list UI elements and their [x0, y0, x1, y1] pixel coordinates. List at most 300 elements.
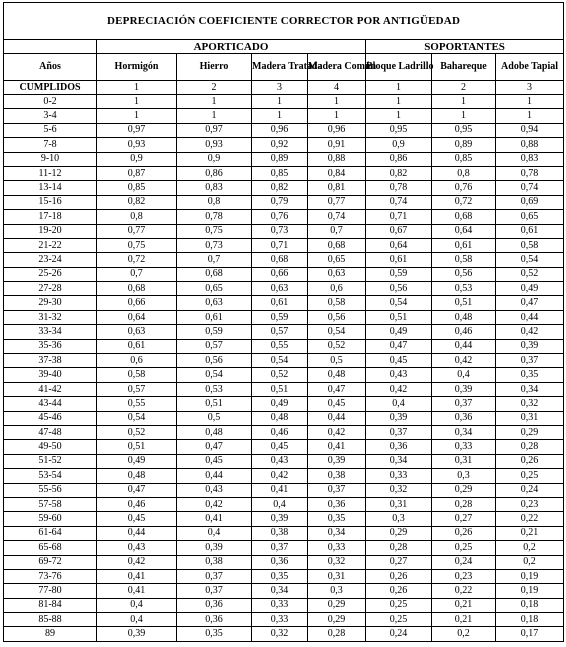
years-cell: 17-18: [4, 210, 97, 224]
coefficient-cell: 0,69: [496, 195, 564, 209]
coefficient-cell: 0,77: [308, 195, 366, 209]
coefficient-cell: 0,48: [177, 425, 252, 439]
coefficient-cell: 0,24: [366, 627, 432, 641]
years-cell: 5-6: [4, 123, 97, 137]
coefficient-cell: 0,21: [432, 613, 496, 627]
coefficient-cell: 0,82: [97, 195, 177, 209]
years-cell: 77-80: [4, 584, 97, 598]
column-header-bloque-ladrillo: Bloque Ladrillo: [366, 54, 432, 81]
coefficient-cell: 0,51: [432, 296, 496, 310]
group-header-blank: [4, 40, 97, 54]
coefficient-cell: 0,48: [252, 411, 308, 425]
coefficient-cell: 0,37: [252, 541, 308, 555]
coefficient-cell: 0,56: [432, 267, 496, 281]
table-row: [4, 224, 564, 238]
coefficient-cell: 0,59: [252, 310, 308, 324]
coefficient-cell: 0,21: [432, 598, 496, 612]
coefficient-cell: 0,95: [366, 123, 432, 137]
years-cell: 21-22: [4, 238, 97, 252]
coefficient-cell: 0,3: [308, 584, 366, 598]
coefficient-cell: 0,72: [97, 253, 177, 267]
coefficient-cell: 0,33: [432, 440, 496, 454]
coefficient-cell: 0,78: [366, 181, 432, 195]
coefficient-cell: 0,47: [177, 440, 252, 454]
coefficient-cell: 0,63: [97, 325, 177, 339]
coefficient-cell: 0,65: [496, 210, 564, 224]
table-row: [4, 469, 564, 483]
coefficient-cell: 0,2: [496, 541, 564, 555]
years-cell: 33-34: [4, 325, 97, 339]
coefficient-cell: 0,3: [432, 469, 496, 483]
coefficient-cell: 0,9: [366, 138, 432, 152]
coefficient-cell: 0,74: [366, 195, 432, 209]
coefficient-cell: 0,89: [252, 152, 308, 166]
coefficient-cell: 0,57: [97, 382, 177, 396]
cumplidos-label: CUMPLIDOS: [4, 81, 97, 95]
coefficient-cell: 0,61: [97, 339, 177, 353]
coefficient-cell: 0,79: [252, 195, 308, 209]
cumplidos-code: 3: [252, 81, 308, 95]
years-cell: 41-42: [4, 382, 97, 396]
coefficient-cell: 0,77: [97, 224, 177, 238]
coefficient-cell: 0,68: [308, 238, 366, 252]
coefficient-cell: 0,6: [97, 354, 177, 368]
coefficient-cell: 0,33: [366, 469, 432, 483]
table-row: [4, 368, 564, 382]
coefficient-cell: 0,38: [308, 469, 366, 483]
coefficient-cell: 0,45: [366, 354, 432, 368]
table-row: [4, 253, 564, 267]
coefficient-cell: 0,35: [308, 512, 366, 526]
coefficient-cell: 0,29: [366, 526, 432, 540]
table-row: [4, 339, 564, 353]
coefficient-cell: 0,43: [177, 483, 252, 497]
years-cell: 57-58: [4, 497, 97, 511]
coefficient-cell: 0,75: [177, 224, 252, 238]
coefficient-cell: 0,17: [496, 627, 564, 641]
coefficient-cell: 1: [97, 109, 177, 123]
years-cell: 7-8: [4, 138, 97, 152]
coefficient-cell: 0,41: [252, 483, 308, 497]
coefficient-cell: 0,41: [308, 440, 366, 454]
coefficient-cell: 0,42: [177, 497, 252, 511]
coefficient-cell: 0,82: [366, 166, 432, 180]
years-cell: 25-26: [4, 267, 97, 281]
cumplidos-code: 4: [308, 81, 366, 95]
coefficient-cell: 0,22: [496, 512, 564, 526]
coefficient-cell: 0,34: [366, 454, 432, 468]
coefficient-cell: 0,72: [432, 195, 496, 209]
coefficient-cell: 0,73: [177, 238, 252, 252]
coefficient-cell: 0,48: [432, 310, 496, 324]
coefficient-cell: 0,58: [308, 296, 366, 310]
table-row: [4, 325, 564, 339]
coefficient-cell: 0,36: [177, 613, 252, 627]
coefficient-cell: 0,51: [252, 382, 308, 396]
years-cell: 9-10: [4, 152, 97, 166]
coefficient-cell: 0,3: [366, 512, 432, 526]
coefficient-cell: 0,54: [97, 411, 177, 425]
years-cell: 29-30: [4, 296, 97, 310]
coefficient-cell: 0,39: [366, 411, 432, 425]
coefficient-cell: 0,25: [432, 541, 496, 555]
coefficient-cell: 0,36: [432, 411, 496, 425]
coefficient-cell: 0,63: [308, 267, 366, 281]
coefficient-cell: 0,68: [177, 267, 252, 281]
years-cell: 27-28: [4, 282, 97, 296]
table-row: [4, 282, 564, 296]
coefficient-cell: 0,39: [97, 627, 177, 641]
coefficient-cell: 0,36: [177, 598, 252, 612]
table-row: [4, 440, 564, 454]
coefficient-cell: 0,7: [308, 224, 366, 238]
coefficient-cell: 0,59: [177, 325, 252, 339]
coefficient-cell: 0,54: [252, 354, 308, 368]
coefficient-cell: 0,93: [177, 138, 252, 152]
table-row: [4, 109, 564, 123]
coefficient-cell: 0,32: [308, 555, 366, 569]
cumplidos-code: 1: [97, 81, 177, 95]
table-row: [4, 138, 564, 152]
coefficient-cell: 0,27: [366, 555, 432, 569]
coefficient-cell: 0,19: [496, 584, 564, 598]
table-body: [4, 95, 564, 642]
coefficient-cell: 0,42: [308, 425, 366, 439]
coefficient-cell: 0,68: [432, 210, 496, 224]
years-cell: 19-20: [4, 224, 97, 238]
coefficient-cell: 0,96: [252, 123, 308, 137]
coefficient-cell: 0,55: [97, 397, 177, 411]
group-header-aporticado: APORTICADO: [97, 40, 366, 54]
coefficient-cell: 0,93: [97, 138, 177, 152]
coefficient-cell: 0,45: [308, 397, 366, 411]
coefficient-cell: 0,32: [496, 397, 564, 411]
coefficient-cell: 0,96: [308, 123, 366, 137]
coefficient-cell: 0,64: [97, 310, 177, 324]
table-row: [4, 181, 564, 195]
coefficient-cell: 0,61: [252, 296, 308, 310]
coefficient-cell: 0,4: [97, 598, 177, 612]
coefficient-cell: 0,56: [366, 282, 432, 296]
coefficient-cell: 0,33: [252, 598, 308, 612]
coefficient-cell: 0,9: [177, 152, 252, 166]
years-cell: 61-64: [4, 526, 97, 540]
coefficient-cell: 1: [177, 109, 252, 123]
coefficient-cell: 0,44: [97, 526, 177, 540]
coefficient-cell: 0,33: [308, 541, 366, 555]
table-row: [4, 584, 564, 598]
table-row: [4, 166, 564, 180]
years-cell: 53-54: [4, 469, 97, 483]
coefficient-cell: 1: [366, 109, 432, 123]
column-header-madera-tratada: Madera Tratada: [252, 54, 308, 81]
coefficient-cell: 0,45: [97, 512, 177, 526]
coefficient-cell: 0,32: [366, 483, 432, 497]
coefficient-cell: 0,66: [252, 267, 308, 281]
coefficient-cell: 0,5: [177, 411, 252, 425]
column-header-hierro: Hierro: [177, 54, 252, 81]
table-row: [4, 310, 564, 324]
column-header-bahareque: Bahareque: [432, 54, 496, 81]
coefficient-cell: 0,48: [97, 469, 177, 483]
coefficient-cell: 0,18: [496, 613, 564, 627]
table-row: [4, 512, 564, 526]
years-cell: 23-24: [4, 253, 97, 267]
coefficient-cell: 0,94: [496, 123, 564, 137]
coefficient-cell: 0,34: [496, 382, 564, 396]
coefficient-cell: 0,82: [252, 181, 308, 195]
coefficient-cell: 0,37: [366, 425, 432, 439]
coefficient-cell: 1: [177, 95, 252, 109]
coefficient-cell: 0,89: [432, 138, 496, 152]
table-row: [4, 497, 564, 511]
coefficient-cell: 0,85: [252, 166, 308, 180]
coefficient-cell: 0,28: [308, 627, 366, 641]
coefficient-cell: 0,36: [366, 440, 432, 454]
coefficient-cell: 0,29: [432, 483, 496, 497]
coefficient-cell: 0,28: [496, 440, 564, 454]
coefficient-cell: 0,31: [366, 497, 432, 511]
table-row: [4, 569, 564, 583]
coefficient-cell: 0,85: [97, 181, 177, 195]
coefficient-cell: 0,29: [308, 598, 366, 612]
coefficient-cell: 0,25: [496, 469, 564, 483]
coefficient-cell: 0,44: [496, 310, 564, 324]
coefficient-cell: 0,97: [97, 123, 177, 137]
cumplidos-code: 1: [366, 81, 432, 95]
years-cell: 43-44: [4, 397, 97, 411]
coefficient-cell: 0,61: [496, 224, 564, 238]
coefficient-cell: 0,28: [366, 541, 432, 555]
coefficient-cell: 0,45: [177, 454, 252, 468]
coefficient-cell: 0,64: [366, 238, 432, 252]
table-row: [4, 526, 564, 540]
years-cell: 45-46: [4, 411, 97, 425]
table-row: [4, 627, 564, 641]
coefficient-cell: 0,4: [432, 368, 496, 382]
coefficient-cell: 0,51: [97, 440, 177, 454]
coefficient-cell: 0,95: [432, 123, 496, 137]
coefficient-cell: 0,61: [432, 238, 496, 252]
coefficient-cell: 0,22: [432, 584, 496, 598]
coefficient-cell: 0,39: [177, 541, 252, 555]
coefficient-cell: 0,44: [432, 339, 496, 353]
coefficient-cell: 0,6: [308, 282, 366, 296]
coefficient-cell: 0,88: [308, 152, 366, 166]
coefficient-cell: 0,37: [177, 569, 252, 583]
years-cell: 59-60: [4, 512, 97, 526]
coefficient-cell: 0,34: [308, 526, 366, 540]
coefficient-cell: 0,36: [252, 555, 308, 569]
coefficient-cell: 0,7: [97, 267, 177, 281]
coefficient-cell: 0,31: [308, 569, 366, 583]
coefficient-cell: 0,83: [177, 181, 252, 195]
coefficient-cell: 1: [496, 95, 564, 109]
coefficient-cell: 0,26: [366, 584, 432, 598]
coefficient-cell: 0,53: [432, 282, 496, 296]
coefficient-cell: 0,46: [97, 497, 177, 511]
coefficient-cell: 0,66: [97, 296, 177, 310]
coefficient-cell: 0,46: [252, 425, 308, 439]
coefficient-cell: 0,24: [432, 555, 496, 569]
coefficient-cell: 0,71: [366, 210, 432, 224]
coefficient-cell: 0,68: [97, 282, 177, 296]
coefficient-cell: 0,92: [252, 138, 308, 152]
coefficient-cell: 0,51: [366, 310, 432, 324]
table-row: [4, 267, 564, 281]
coefficient-cell: 0,18: [496, 598, 564, 612]
years-cell: 3-4: [4, 109, 97, 123]
coefficient-cell: 0,68: [252, 253, 308, 267]
coefficient-cell: 0,37: [496, 354, 564, 368]
coefficient-cell: 0,73: [252, 224, 308, 238]
table-row: [4, 123, 564, 137]
coefficient-cell: 0,39: [252, 512, 308, 526]
coefficient-cell: 0,45: [252, 440, 308, 454]
coefficient-cell: 1: [97, 95, 177, 109]
coefficient-cell: 0,27: [432, 512, 496, 526]
coefficient-cell: 0,58: [97, 368, 177, 382]
coefficient-cell: 0,87: [97, 166, 177, 180]
coefficient-cell: 0,65: [308, 253, 366, 267]
coefficient-cell: 0,39: [496, 339, 564, 353]
coefficient-cell: 1: [432, 109, 496, 123]
coefficient-cell: 0,71: [252, 238, 308, 252]
coefficient-cell: 0,19: [496, 569, 564, 583]
coefficient-cell: 0,42: [432, 354, 496, 368]
table-row: [4, 411, 564, 425]
group-header-soportantes: SOPORTANTES: [366, 40, 564, 54]
years-cell: 55-56: [4, 483, 97, 497]
cumplidos-code: 3: [496, 81, 564, 95]
coefficient-cell: 0,2: [432, 627, 496, 641]
coefficient-cell: 0,75: [97, 238, 177, 252]
cumplidos-code: 2: [177, 81, 252, 95]
coefficient-cell: 0,52: [308, 339, 366, 353]
coefficient-cell: 0,49: [366, 325, 432, 339]
coefficient-cell: 0,49: [252, 397, 308, 411]
coefficient-cell: 0,39: [432, 382, 496, 396]
coefficient-cell: 0,4: [252, 497, 308, 511]
table-row: [4, 397, 564, 411]
coefficient-cell: 0,42: [252, 469, 308, 483]
coefficient-cell: 0,41: [97, 569, 177, 583]
coefficient-cell: 0,42: [366, 382, 432, 396]
table-row: [4, 598, 564, 612]
coefficient-cell: 0,42: [97, 555, 177, 569]
coefficient-cell: 0,33: [252, 613, 308, 627]
coefficient-cell: 0,26: [432, 526, 496, 540]
coefficient-cell: 0,54: [308, 325, 366, 339]
coefficient-cell: 0,47: [366, 339, 432, 353]
coefficient-cell: 0,86: [177, 166, 252, 180]
coefficient-cell: 0,83: [496, 152, 564, 166]
coefficient-cell: 1: [366, 95, 432, 109]
coefficient-cell: 0,7: [177, 253, 252, 267]
coefficient-cell: 0,52: [97, 425, 177, 439]
table-row: [4, 238, 564, 252]
coefficient-cell: 0,54: [496, 253, 564, 267]
coefficient-cell: 0,55: [252, 339, 308, 353]
coefficient-cell: 0,78: [177, 210, 252, 224]
coefficient-cell: 0,38: [177, 555, 252, 569]
coefficient-cell: 1: [496, 109, 564, 123]
table-row: [4, 152, 564, 166]
years-cell: 89: [4, 627, 97, 641]
coefficient-cell: 0,29: [308, 613, 366, 627]
coefficient-cell: 0,59: [366, 267, 432, 281]
coefficient-cell: 0,41: [97, 584, 177, 598]
coefficient-cell: 0,53: [177, 382, 252, 396]
years-cell: 11-12: [4, 166, 97, 180]
coefficient-cell: 0,61: [366, 253, 432, 267]
coefficient-cell: 0,39: [308, 454, 366, 468]
table-row: [4, 541, 564, 555]
years-cell: 31-32: [4, 310, 97, 324]
coefficient-cell: 0,54: [177, 368, 252, 382]
coefficient-cell: 0,37: [432, 397, 496, 411]
table-row: [4, 425, 564, 439]
coefficient-cell: 0,36: [308, 497, 366, 511]
coefficient-cell: 1: [432, 95, 496, 109]
coefficient-cell: 0,85: [432, 152, 496, 166]
coefficient-cell: 1: [308, 95, 366, 109]
coefficient-cell: 0,49: [496, 282, 564, 296]
coefficient-cell: 0,23: [496, 497, 564, 511]
coefficient-cell: 0,58: [432, 253, 496, 267]
coefficient-cell: 0,8: [177, 195, 252, 209]
coefficient-cell: 0,91: [308, 138, 366, 152]
coefficient-cell: 0,31: [496, 411, 564, 425]
years-cell: 0-2: [4, 95, 97, 109]
coefficient-cell: 0,35: [496, 368, 564, 382]
coefficient-cell: 0,64: [432, 224, 496, 238]
coefficient-cell: 0,37: [308, 483, 366, 497]
column-header-anos: Años: [4, 54, 97, 81]
coefficient-cell: 0,57: [252, 325, 308, 339]
table-row: [4, 354, 564, 368]
coefficient-cell: 0,57: [177, 339, 252, 353]
years-cell: 69-72: [4, 555, 97, 569]
years-cell: 15-16: [4, 195, 97, 209]
coefficient-cell: 0,41: [177, 512, 252, 526]
coefficient-cell: 0,65: [177, 282, 252, 296]
years-cell: 37-38: [4, 354, 97, 368]
coefficient-cell: 0,34: [252, 584, 308, 598]
column-header-hormigon: Hormigón: [97, 54, 177, 81]
coefficient-cell: 0,86: [366, 152, 432, 166]
coefficient-cell: 0,35: [177, 627, 252, 641]
coefficient-cell: 0,43: [366, 368, 432, 382]
coefficient-cell: 0,47: [97, 483, 177, 497]
coefficient-cell: 0,26: [366, 569, 432, 583]
years-cell: 13-14: [4, 181, 97, 195]
coefficient-cell: 0,2: [496, 555, 564, 569]
coefficient-cell: 0,46: [432, 325, 496, 339]
coefficient-cell: 0,88: [496, 138, 564, 152]
coefficient-cell: 0,47: [496, 296, 564, 310]
coefficient-cell: 0,84: [308, 166, 366, 180]
coefficient-cell: 0,74: [496, 181, 564, 195]
coefficient-cell: 0,67: [366, 224, 432, 238]
coefficient-cell: 0,38: [252, 526, 308, 540]
coefficient-cell: 1: [308, 109, 366, 123]
table-row: [4, 613, 564, 627]
coefficient-cell: 0,61: [177, 310, 252, 324]
years-cell: 49-50: [4, 440, 97, 454]
column-header-madera-comun: Madera Común: [308, 54, 366, 81]
cumplidos-code: 2: [432, 81, 496, 95]
